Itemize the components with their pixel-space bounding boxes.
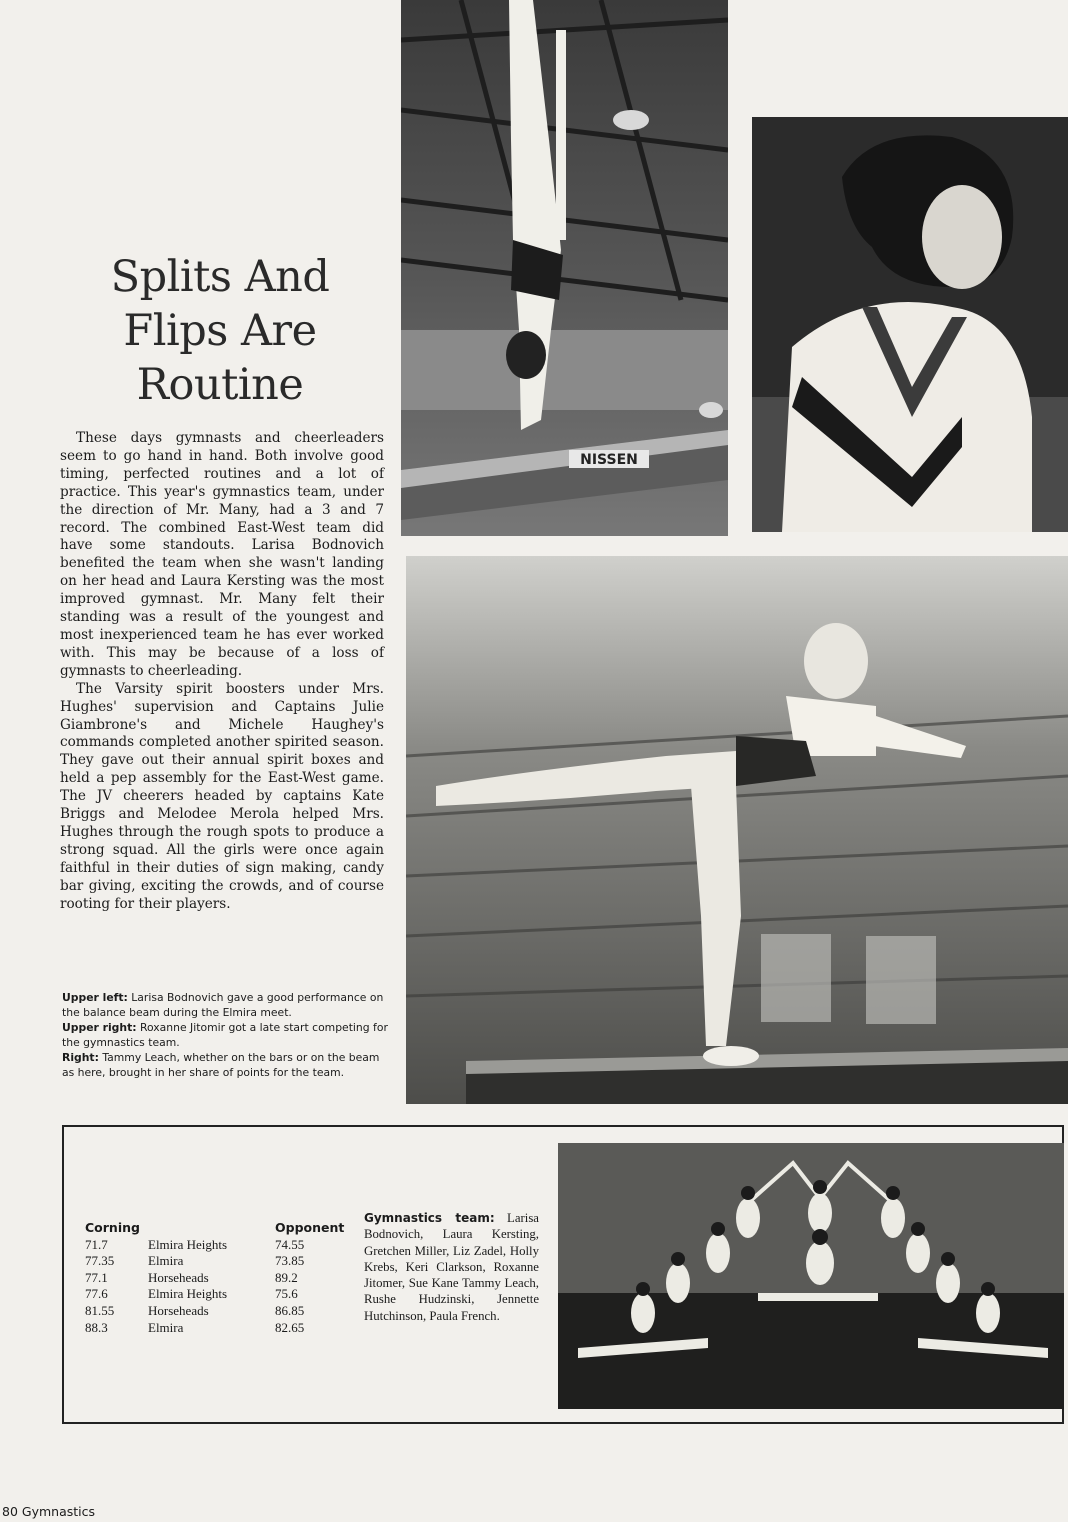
table-row (85, 1286, 355, 1303)
scoreboard-table (85, 1220, 355, 1336)
article-body (60, 430, 384, 913)
table-row (85, 1237, 355, 1254)
home-score: 71.7 (85, 1236, 108, 1252)
title-line-2: Flips Are (123, 306, 317, 356)
caption-upper-right (62, 1020, 388, 1050)
away-score: 89.2 (275, 1269, 298, 1285)
home-score: 81.55 (85, 1302, 115, 1318)
header-home: Corning (85, 1220, 140, 1235)
caption-label: Right: (62, 1051, 99, 1064)
caption-label: Upper right: (62, 1021, 137, 1034)
opponent-name: Elmira (148, 1253, 184, 1269)
beam-brand-label: NISSEN (580, 452, 638, 468)
section-name: Gymnastics (21, 1504, 96, 1519)
roster-names: Larisa Bodnovich, Laura Kersting, Gretchen Miller, Liz Zadel, Holly Krebs, Keri Clarkson, Roxanne Jitomer, Sue Kane Tammy Leach, Rushe Hudzinski, Jennette Hutchinson, Paula French. (364, 1211, 539, 1323)
away-score: 73.85 (275, 1253, 305, 1269)
page-number: 80 (2, 1504, 18, 1519)
team-roster (364, 1210, 539, 1324)
article-paragraph: The Varsity spirit boosters under Mrs. Hughes' supervision and Captains Julie Giambrone's and Michele Haughey's commands completed another spirited season. They gave out their annual spirit boxes and held a pep assembly for the East-West game. The JV cheerers headed by captains Kate Briggs and Melodee Merola helped Mrs. Hughes through the rough spots to produce a strong squad. All the girls were once again faithful in their duties of sign making, candy bar giving, exciting the crowds, and of course rooting for their players. (60, 680, 384, 912)
scoreboard-header (85, 1220, 355, 1237)
opponent-name: Horseheads (148, 1269, 209, 1285)
home-score: 77.1 (85, 1269, 108, 1285)
opponent-name: Elmira Heights (148, 1286, 228, 1302)
caption-upper-left (62, 990, 388, 1020)
table-row (85, 1320, 355, 1337)
opponent-name: Horseheads (148, 1302, 209, 1318)
title-line-1: Splits And (110, 252, 330, 302)
away-score: 82.65 (275, 1319, 305, 1335)
home-score: 88.3 (85, 1319, 108, 1335)
table-row (85, 1303, 355, 1320)
opponent-name: Elmira (148, 1319, 184, 1335)
photo-beam-arabesque (406, 556, 1068, 1104)
article-paragraph: These days gymnasts and cheerleaders seem to go hand in hand. Both involve good timing, perfected routines and a lot of practice. This year's gymnastics team, under the direction of Mr. Many, had a 3 and 7 record. The combined East-West team did have some standouts. Larisa Bodnovich benefited the team when she wasn't landing on her head and Laura Kersting was the most improved gymnast. Mr. Many felt their standing was a result of the youngest and most inexperienced team he has ever worked with. This may be because of a loss of gymnasts to cheerleading. (60, 430, 384, 679)
home-score: 77.6 (85, 1286, 108, 1302)
header-opponent: Opponent (275, 1220, 345, 1235)
page-footer (2, 1504, 95, 1519)
photo-portrait-gymnast (752, 117, 1068, 532)
roster-label: Gymnastics team: (364, 1211, 495, 1225)
photo-handstand-beam (401, 0, 728, 536)
away-score: 75.6 (275, 1286, 298, 1302)
opponent-name: Elmira Heights (148, 1236, 228, 1252)
caption-text: Tammy Leach, whether on the bars or on the beam as here, brought in her share of points for the team. (62, 1051, 380, 1079)
away-score: 86.85 (275, 1302, 305, 1318)
caption-text: Larisa Bodnovich gave a good performance on the balance beam during the Elmira meet. (62, 991, 384, 1019)
caption-text: Roxanne Jitomir got a late start competing for the gymnastics team. (62, 1021, 388, 1049)
title-line-3: Routine (136, 360, 304, 410)
caption-right (62, 1050, 388, 1080)
table-row (85, 1253, 355, 1270)
away-score: 74.55 (275, 1236, 305, 1252)
home-score: 77.35 (85, 1253, 115, 1269)
table-row (85, 1270, 355, 1287)
page-title (70, 250, 370, 412)
photo-team-group (558, 1143, 1064, 1409)
photo-captions (62, 990, 388, 1080)
caption-label: Upper left: (62, 991, 128, 1004)
